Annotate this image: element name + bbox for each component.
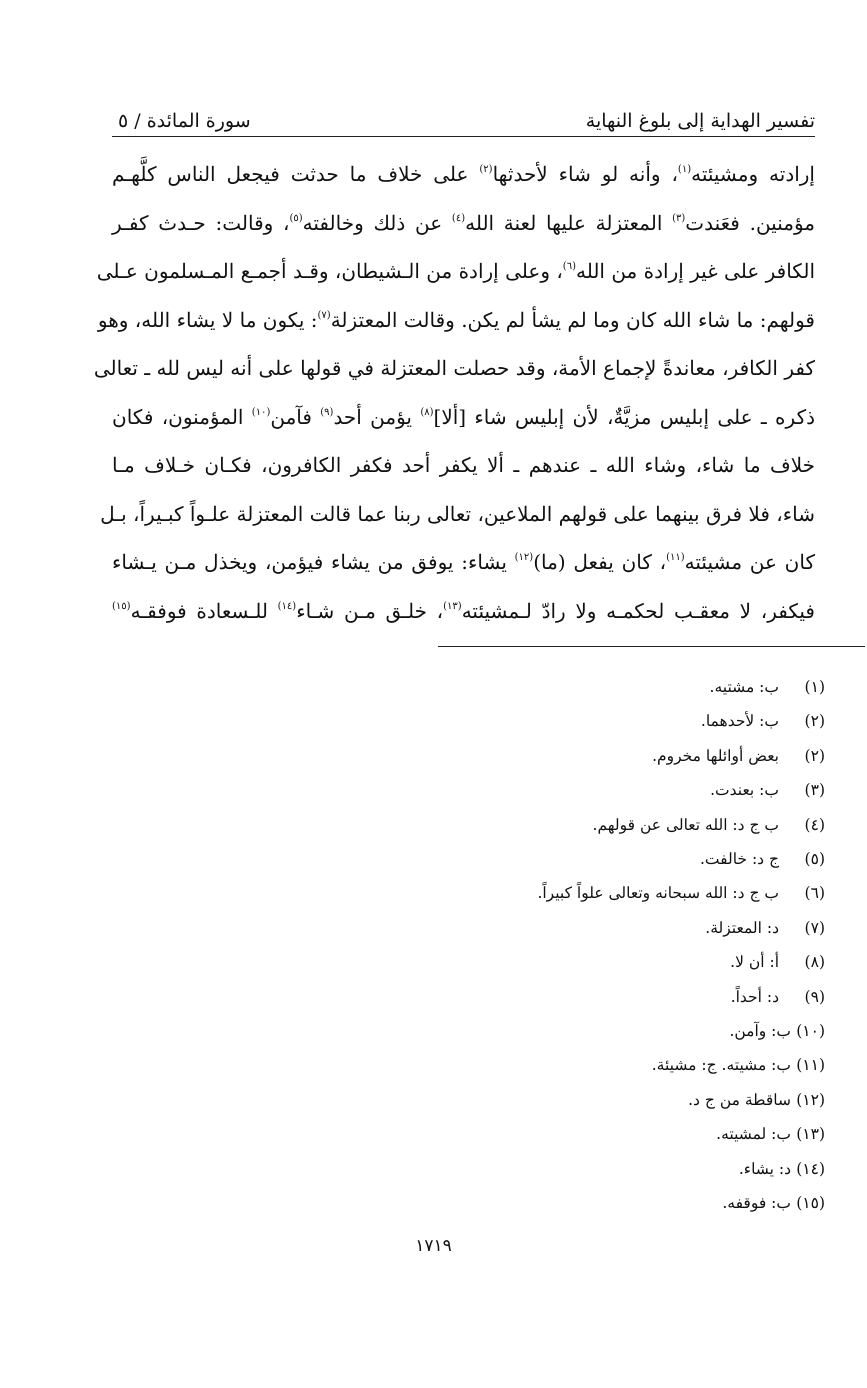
footnote-text: د: أحداً. [730, 987, 779, 1006]
footnote-item [305, 1186, 825, 1220]
text-line [112, 587, 815, 636]
footnote-number: (٧) [804, 918, 825, 937]
footnote-marker: (٢) [479, 164, 493, 175]
text-line [96, 247, 815, 296]
text-segment: شاء، فلا فرق بينهما على قولهم الملاعين، تعالى ربنا عما قالت المعتزلة علـواً كبـيراً، بـل [100, 501, 815, 526]
footnote-item [305, 911, 825, 945]
text-line [112, 538, 815, 587]
footnote-number: (٥) [804, 850, 825, 869]
footnote-item [305, 670, 825, 704]
footnote-number: (٩) [804, 987, 825, 1006]
footnote-number: (١١) [796, 1056, 825, 1075]
footnote-text: ب ج د: الله سبحانه وتعالى علواً كبيراً. [537, 884, 779, 903]
footnote-marker: (١٣) [443, 600, 462, 612]
text-segment: الكافر على غير إرادة من الله [575, 259, 815, 283]
footnote-item [305, 1117, 825, 1151]
footnote-marker: (٧) [317, 309, 331, 321]
footnote-marker: (٩) [320, 406, 334, 418]
footnote-marker: (٤) [451, 212, 466, 224]
text-segment: قولهم: ما شاء الله كان وما لم يشأ لم يكن. وقالت المعتزلة [330, 307, 815, 332]
footnote-marker: (١٠) [251, 406, 271, 418]
footnote-item [305, 739, 825, 773]
footnote-number: (٦) [804, 884, 825, 903]
footnote-number: (١) [804, 678, 825, 696]
footnote-marker: (٨) [420, 406, 434, 418]
footnote-rule [438, 646, 865, 647]
text-segment: يشاء: يوفق من يشاء فيؤمن، ويخذل مـن يـشاء [112, 550, 515, 574]
footnote-item [305, 1048, 825, 1082]
text-segment: ، وأنه لو شاء لأحدثها [492, 162, 678, 186]
footnote-item [305, 1152, 825, 1186]
footnote-text: ب: فوقفه. [722, 1194, 791, 1213]
footnote-marker: (١١) [666, 552, 685, 563]
header-rule [112, 136, 815, 137]
footnote-text: د: يشاء. [738, 1159, 791, 1178]
text-segment: إرادته ومشيئته [691, 162, 815, 186]
text-segment: المعتزلة عليها لعنة الله [465, 210, 673, 235]
text-segment: يؤمن أحد [333, 404, 421, 429]
footnote-number: (٣) [804, 781, 825, 800]
footnote-item [305, 945, 825, 979]
text-segment: : يكون ما لا يشاء الله، وهو [97, 307, 318, 332]
footnote-item [305, 773, 825, 807]
footnote-number: (٢) [804, 746, 825, 765]
footnote-text: ب: بعندت. [710, 781, 779, 800]
running-header [118, 100, 815, 132]
text-line [97, 296, 815, 345]
footnote-marker: (٣) [672, 212, 686, 224]
book-title: تفسير الهداية إلى بلوغ النهاية [585, 110, 815, 132]
footnote-item [305, 842, 825, 876]
footnote-marker: (١) [677, 164, 692, 175]
text-line [112, 393, 815, 442]
footnote-text: ب ج د: الله تعالى عن قولهم. [592, 815, 779, 834]
page-number: ١٧١٩ [415, 1236, 452, 1256]
footnote-text: ساقطة من ج د. [688, 1090, 791, 1109]
text-segment: مؤمنين. فعَندت [685, 210, 815, 235]
footnote-number: (٤) [804, 815, 825, 834]
footnote-number: (١٥) [796, 1194, 825, 1213]
footnote-text: ب: لأحدهما. [700, 712, 779, 731]
footnote-text: ب: وآمن. [729, 1022, 791, 1041]
footnote-marker: (١٤) [277, 600, 297, 612]
footnote-number: (١٤) [796, 1159, 825, 1178]
footnote-marker: (١٢) [514, 552, 534, 563]
footnotes [305, 670, 825, 1221]
text-line [93, 344, 815, 393]
text-line [100, 490, 815, 539]
text-segment: ذكره ـ على إبليس مزيَّةٌ، لأن إبليس شاء [ألا] [433, 404, 815, 429]
text-segment: المؤمنون، فكان [112, 404, 252, 429]
footnote-number: (١٠) [796, 1022, 825, 1041]
footnote-item [305, 980, 825, 1014]
text-segment: ، وقالت: حـدث كفـر [112, 210, 290, 235]
text-segment: خلاف ما شاء، وشاء الله ـ عندهم ـ ألا يكفر أحد فكفر الكافرون، فكـان خـلاف مـا [112, 453, 815, 477]
footnote-text: د: المعتزلة. [705, 918, 779, 937]
footnote-marker: (٥) [289, 212, 303, 224]
footnote-number: (١٣) [796, 1125, 825, 1144]
text-line [112, 441, 815, 490]
footnote-marker: (١٥) [112, 600, 131, 612]
text-segment: ، وعلى إرادة من الـشيطان، وقـد أجمـع المـسلمون عـلى [96, 259, 563, 283]
text-segment: كان عن مشيئته [684, 550, 815, 574]
footnote-text: أ: أن لا. [730, 953, 779, 972]
text-line [112, 150, 815, 199]
main-text [93, 150, 815, 635]
footnote-text: ب: مشيته. ج: مشيئة. [651, 1056, 791, 1075]
footnote-text: ب: مشتيه. [709, 678, 779, 696]
footnote-item [305, 808, 825, 842]
footnote-marker: (٦) [562, 261, 576, 272]
text-segment: على خلاف ما حدثت فيجعل الناس كلَّهـم [112, 162, 480, 186]
footnote-item [305, 876, 825, 910]
text-segment: ، كان يفعل (ما) [533, 550, 667, 574]
text-segment: فآمن [270, 404, 321, 429]
footnote-item [305, 1083, 825, 1117]
text-segment: كفر الكافر، معاندةً لإجماع الأمة، وقد حصلت المعتزلة في قولها على أنه ليس لله ـ تعالى [93, 356, 815, 380]
text-line [112, 199, 815, 248]
footnote-number: (١٢) [796, 1090, 825, 1109]
surah-label: سورة المائدة / ٥ [118, 110, 251, 132]
text-segment: عن ذلك وخالفته [302, 210, 452, 235]
footnote-number: (٢) [804, 712, 825, 731]
footnote-item [305, 1014, 825, 1048]
footnote-text: ب: لمشيته. [716, 1125, 791, 1144]
footnote-item [305, 704, 825, 738]
footnote-text: بعض أوائلها مخروم. [652, 746, 779, 765]
text-segment: فيكفر، لا معقـب لحكمـه ولا رادّ لـمشيئته [461, 598, 815, 623]
text-segment: ، خلـق مـن شـاء [296, 598, 444, 623]
footnote-text: ج د: خالفت. [700, 850, 779, 869]
text-segment: للـسعادة فوفقـه [130, 598, 278, 623]
footnote-number: (٨) [804, 953, 825, 972]
